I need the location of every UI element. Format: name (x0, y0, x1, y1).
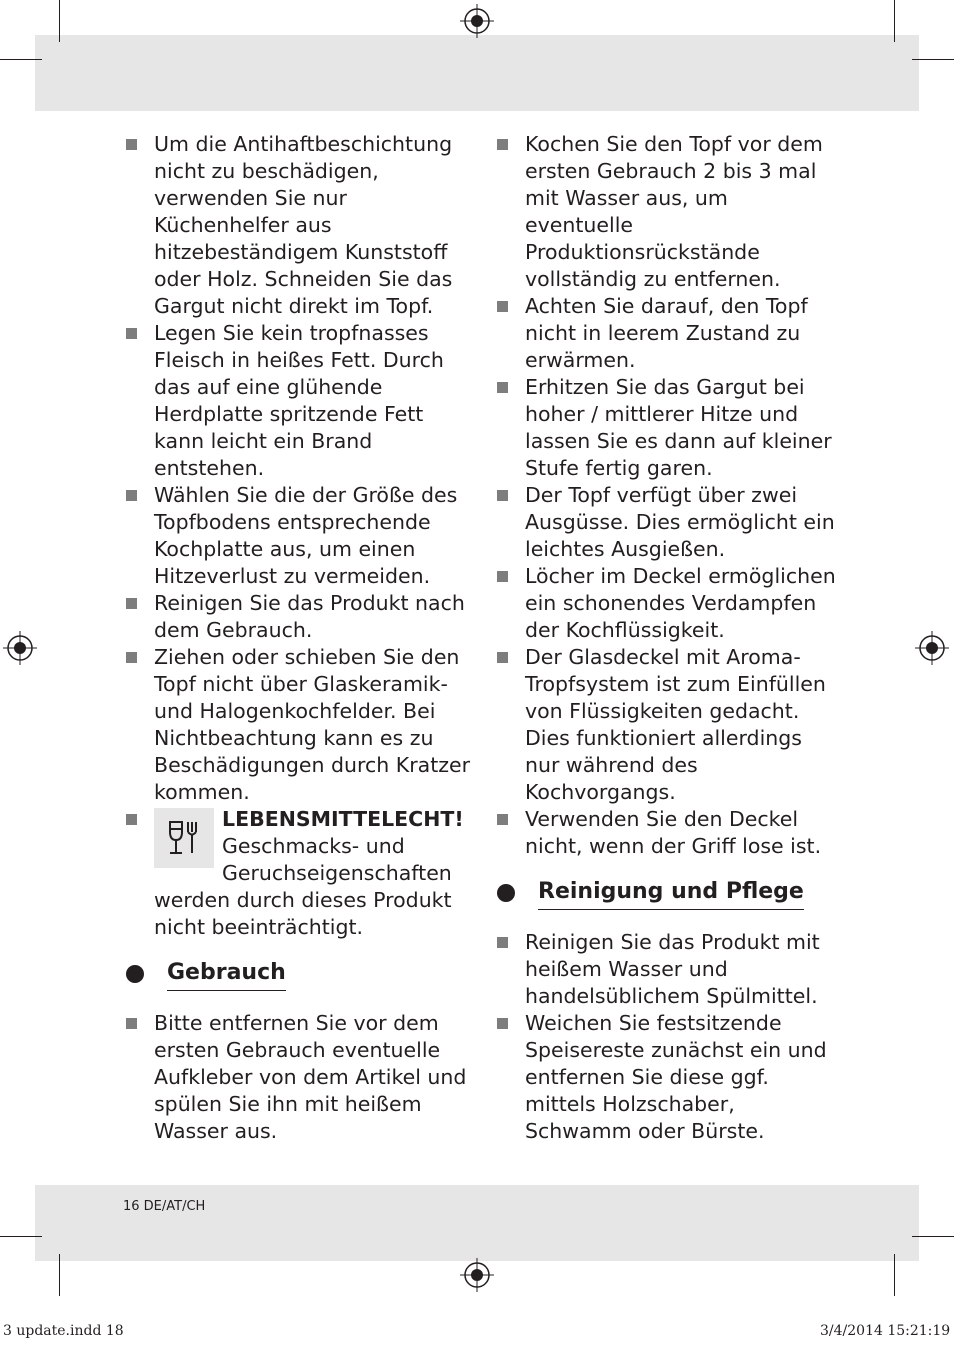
bullet-square-icon (497, 490, 508, 501)
bullet-square-icon (497, 301, 508, 312)
bullet-square-icon (126, 1018, 137, 1029)
list-item: Bitte entfernen Sie vor dem ersten Gebrauch eventuelle Aufkleber von dem Artikel und spülen Sie ihn mit heißem Wasser aus. (126, 1010, 471, 1145)
bullet-square-icon (126, 652, 137, 663)
footer-band (35, 1185, 919, 1261)
crop-mark (59, 1254, 60, 1296)
list-item: Legen Sie kein tropfnasses Fleisch in heißes Fett. Durch das auf eine glühende Herdplatte spritzende Fett kann leicht ein Brand entstehen. (126, 320, 471, 482)
bullet-square-icon (497, 937, 508, 948)
bullet-square-icon (126, 814, 137, 825)
bullet-square-icon (497, 652, 508, 663)
registration-mark-icon (3, 631, 37, 665)
list-item: Ziehen oder schieben Sie den Topf nicht über Glaskeramik- und Halogenkochfelder. Bei Nichtbeachtung kann es zu Beschädigungen durch Kratzer kommen. (126, 644, 471, 806)
right-column (497, 131, 842, 1145)
instruction-list (497, 131, 842, 860)
section-heading-text: Gebrauch (167, 956, 286, 991)
crop-mark (912, 59, 954, 60)
list-item: Löcher im Deckel ermöglichen ein schonendes Verdampfen der Kochflüssigkeit. (497, 563, 842, 644)
crop-mark (912, 1236, 954, 1237)
list-item: Der Glasdeckel mit Aroma-Tropfsystem ist zum Einfüllen von Flüssigkeiten gedacht. Dies funktioniert allerdings nur während des Kochvorgangs. (497, 644, 842, 806)
list-item: Reinigen Sie das Produkt nach dem Gebrauch. (126, 590, 471, 644)
bullet-square-icon (497, 814, 508, 825)
list-item: Verwenden Sie den Deckel nicht, wenn der Griff lose ist. (497, 806, 842, 860)
bullet-square-icon (126, 139, 137, 150)
bullet-dot-icon (497, 884, 515, 902)
slug-filename: 3 update.indd 18 (3, 1323, 124, 1339)
list-item: Kochen Sie den Topf vor dem ersten Gebrauch 2 bis 3 mal mit Wasser aus, um eventuelle Produktionsrückstände vollständig zu entfernen. (497, 131, 842, 293)
page-number: 16 DE/AT/CH (123, 1199, 206, 1214)
crop-mark (894, 0, 895, 42)
registration-mark-icon (460, 1258, 494, 1292)
list-item: Um die Antihaftbeschichtung nicht zu beschädigen, verwenden Sie nur Küchenhelfer aus hitzebeständigem Kunststoff oder Holz. Schneiden Sie das Gargut nicht direkt im Topf. (126, 131, 471, 320)
list-item: Reinigen Sie das Produkt mit heißem Wasser und handelsüblichem Spülmittel. (497, 929, 842, 1010)
crop-mark (59, 0, 60, 42)
bullet-dot-icon (126, 965, 144, 983)
slug-timestamp: 3/4/2014 15:21:19 (820, 1323, 951, 1339)
list-item: Der Topf verfügt über zwei Ausgüsse. Dies ermöglicht ein leichtes Ausgießen. (497, 482, 842, 563)
section-heading-text: Reinigung und Pflege (538, 875, 804, 910)
food-safe-title: LEBENSMITTELECHT! (222, 807, 464, 831)
usage-list (126, 1010, 471, 1145)
header-band (35, 35, 919, 111)
bullet-square-icon (126, 328, 137, 339)
registration-mark-icon (915, 631, 949, 665)
section-heading (126, 956, 471, 996)
instruction-list (126, 131, 471, 941)
bullet-square-icon (126, 490, 137, 501)
bullet-square-icon (497, 139, 508, 150)
bullet-square-icon (497, 1018, 508, 1029)
crop-mark (0, 1236, 42, 1237)
food-safe-item (126, 806, 471, 941)
glass-fork-icon (154, 808, 214, 868)
section-heading (497, 875, 842, 915)
list-item: Wählen Sie die der Größe des Topfbodens entsprechende Kochplatte aus, um einen Hitzeverlust zu vermeiden. (126, 482, 471, 590)
registration-mark-icon (460, 4, 494, 38)
cleaning-list (497, 929, 842, 1145)
list-item: Weichen Sie festsitzende Speisereste zunächst ein und entfernen Sie diese ggf. mittels Holzschaber, Schwamm oder Bürste. (497, 1010, 842, 1145)
bullet-square-icon (497, 571, 508, 582)
list-item: Erhitzen Sie das Gargut bei hoher / mittlerer Hitze und lassen Sie es dann auf kleiner Stufe fertig garen. (497, 374, 842, 482)
left-column (126, 131, 471, 1145)
crop-mark (0, 59, 42, 60)
crop-mark (894, 1254, 895, 1296)
bullet-square-icon (126, 598, 137, 609)
list-item: Achten Sie darauf, den Topf nicht in leerem Zustand zu erwärmen. (497, 293, 842, 374)
food-safe-text: Geschmacks- und Geruchseigenschaften werden durch dieses Produkt nicht beeinträchtigt. (154, 834, 452, 939)
bullet-square-icon (497, 382, 508, 393)
